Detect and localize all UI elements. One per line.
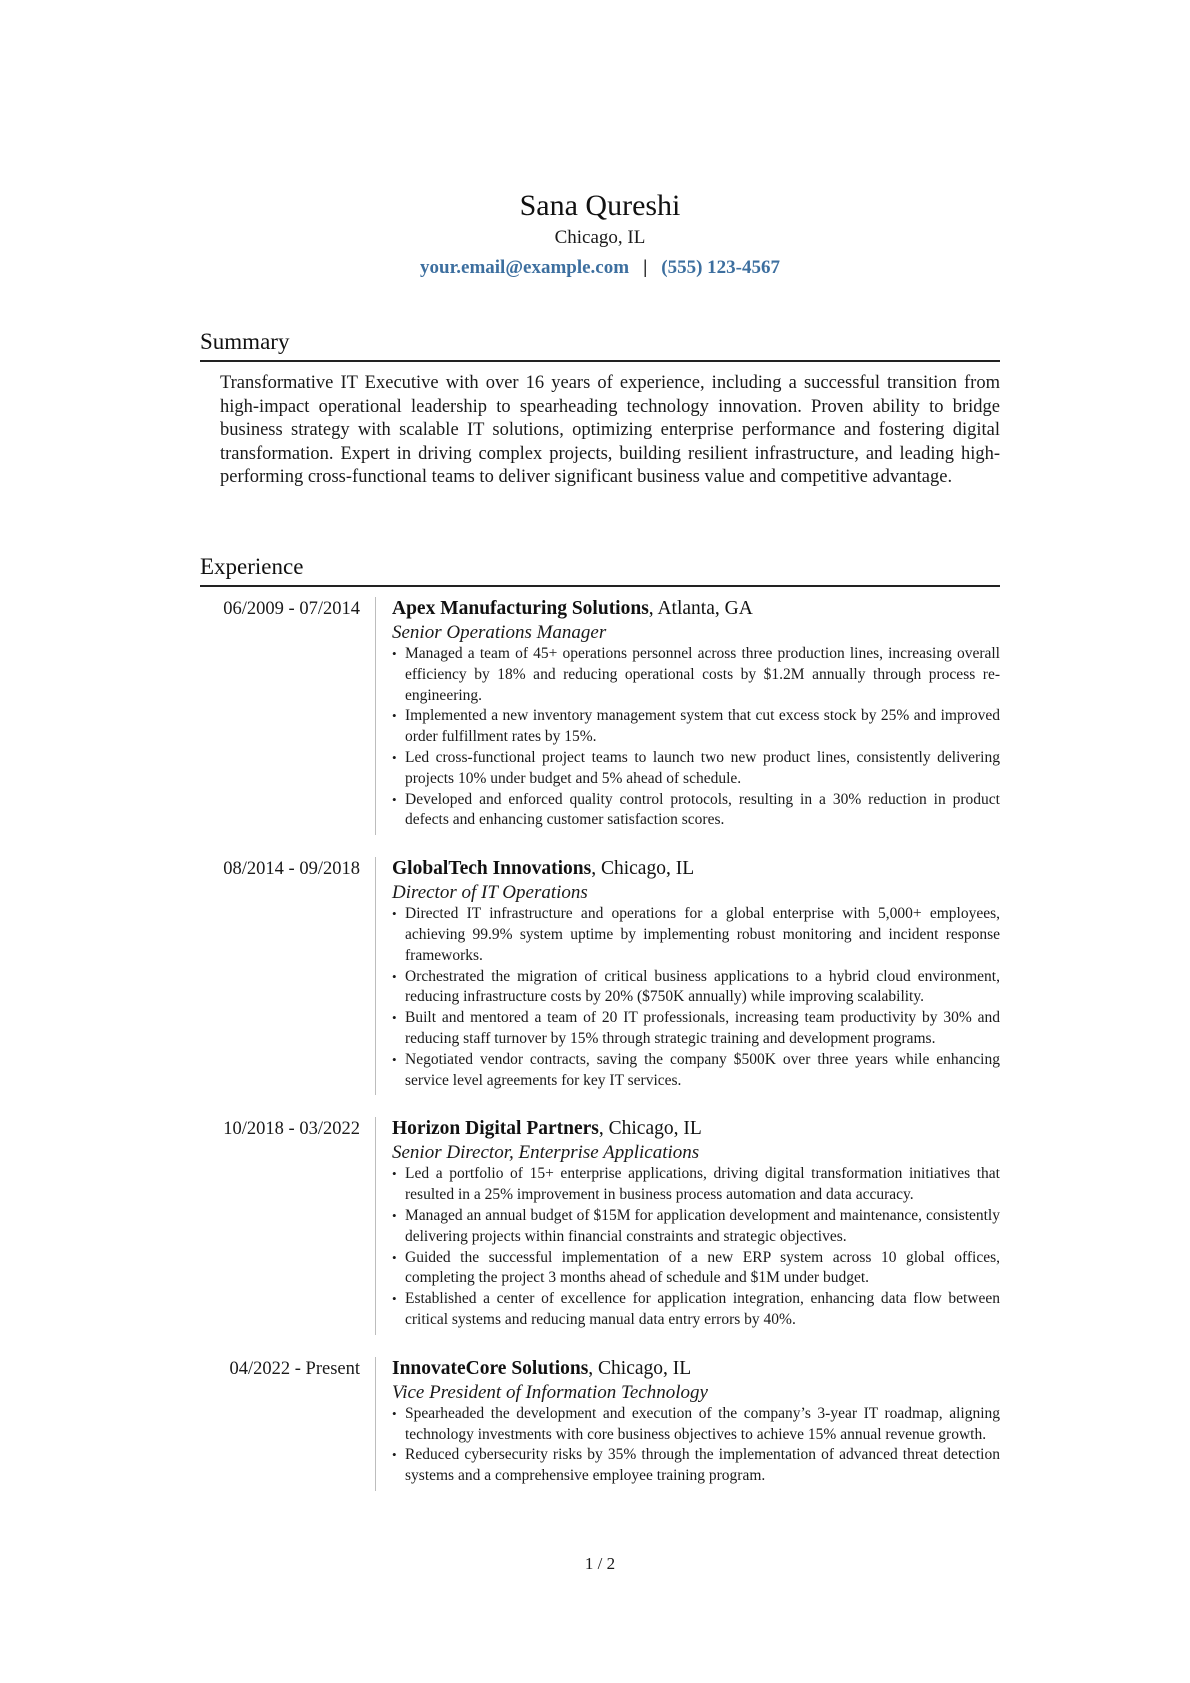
job-bullet: • Spearheaded the development and execution of the company’s 3-year IT roadmap, aligning technology investments with core business objectives to achieve 15% annual revenue growth. xyxy=(392,1404,1000,1446)
company-name: InnovateCore Solutions xyxy=(392,1357,589,1379)
job-bullet: • Established a center of excellence for application integration, enhancing data flow between critical systems and reducing manual data entry errors by 40%. xyxy=(392,1289,1000,1331)
job-dates: 06/2009 - 07/2014 xyxy=(223,599,360,619)
job-entry xyxy=(200,1357,1000,1491)
company-location: , Chicago, IL xyxy=(598,1118,702,1140)
job-bullet: • Reduced cybersecurity risks by 35% through the implementation of advanced threat detection systems and a comprehensive employee training program. xyxy=(392,1445,1000,1487)
job-bullet: • Negotiated vendor contracts, saving the company $500K over three years while enhancing service level agreements for key IT services. xyxy=(392,1050,1000,1092)
email-link[interactable]: your.email@example.com xyxy=(420,257,630,278)
job-bullets xyxy=(392,904,1000,1091)
contact-separator: | xyxy=(643,257,648,278)
phone-link[interactable]: (555) 123-4567 xyxy=(661,257,780,278)
job-bullet: • Guided the successful implementation of a new ERP system across 10 global offices, completing the project 3 months ahead of schedule and $1M under budget. xyxy=(392,1248,1000,1290)
candidate-location: Chicago, IL xyxy=(554,227,646,248)
contact-line xyxy=(200,256,1000,280)
job-company-line xyxy=(392,1117,1000,1141)
summary-text: Transformative IT Executive with over 16 years of experience, including a successful transition from high-impact operational leadership to spearheading technology innovation. Proven ability to bridge business strategy with scalable IT solutions, optimizing enterprise performance and fostering digital transformation. Expert in driving complex projects, building resilient infrastructure, and leading high-performing cross-functional teams to deliver significant business value and competitive advantage. xyxy=(220,373,1000,487)
company-location: , Chicago, IL xyxy=(588,1357,692,1379)
job-bullets xyxy=(392,1164,1000,1330)
job-company-line xyxy=(392,1357,1000,1381)
job-bullet: • Built and mentored a team of 20 IT professionals, increasing team productivity by 30% and reducing staff turnover by 15% through strategic training and development programs. xyxy=(392,1008,1000,1050)
job-list xyxy=(200,597,1000,1491)
job-entry xyxy=(200,857,1000,1095)
job-bullet: • Developed and enforced quality control protocols, resulting in a 30% reduction in product defects and enhancing customer satisfaction scores. xyxy=(392,790,1000,832)
job-bullets xyxy=(392,644,1000,831)
job-bullets xyxy=(392,1404,1000,1487)
resume-header xyxy=(200,188,1000,280)
job-title: Senior Operations Manager xyxy=(392,622,607,643)
company-name: Horizon Digital Partners xyxy=(392,1118,599,1140)
job-bullet: • Orchestrated the migration of critical business applications to a hybrid cloud environment, reducing infrastructure costs by 20% ($750K annually) while improving scalability. xyxy=(392,967,1000,1009)
job-details xyxy=(375,857,1000,1095)
candidate-name: Sana Qureshi xyxy=(519,189,681,222)
company-name: Apex Manufacturing Solutions xyxy=(392,598,649,619)
company-name: GlobalTech Innovations xyxy=(392,858,592,880)
job-details xyxy=(375,1357,1000,1491)
page-number: 1 / 2 xyxy=(584,1554,616,1573)
company-location: , Chicago, IL xyxy=(591,858,695,880)
job-title: Vice President of Information Technology xyxy=(392,1381,708,1403)
job-bullet: • Led cross-functional project teams to launch two new product lines, consistently delivering projects 10% under budget and 5% ahead of schedule. xyxy=(392,748,1000,790)
experience-heading: Experience xyxy=(200,553,1000,587)
job-dates: 10/2018 - 03/2022 xyxy=(223,1119,360,1140)
job-company-line xyxy=(392,857,1000,881)
job-details xyxy=(375,597,1000,835)
job-entry xyxy=(200,597,1000,835)
job-dates: 08/2014 - 09/2018 xyxy=(223,859,360,880)
job-dates: 04/2022 - Present xyxy=(229,1358,360,1379)
job-bullet: • Implemented a new inventory management system that cut excess stock by 25% and improved order fulfillment rates by 15%. xyxy=(392,706,1000,748)
job-details xyxy=(375,1117,1000,1334)
resume-page xyxy=(200,0,1000,1683)
job-bullet: • Led a portfolio of 15+ enterprise applications, driving digital transformation initiatives that resulted in a 25% improvement in business process automation and data accuracy. xyxy=(392,1164,1000,1206)
job-title: Director of IT Operations xyxy=(392,882,588,904)
job-title: Senior Director, Enterprise Applications xyxy=(392,1142,700,1164)
summary-heading: Summary xyxy=(200,328,1000,362)
job-company-line xyxy=(392,597,1000,621)
summary-section xyxy=(200,328,1000,490)
job-bullet: • Directed IT infrastructure and operations for a global enterprise with 5,000+ employees, achieving 99.9% system uptime by implementing robust monitoring and incident response frameworks. xyxy=(392,904,1000,966)
experience-section xyxy=(200,553,1000,1491)
job-entry xyxy=(200,1117,1000,1334)
job-bullet: • Managed a team of 45+ operations personnel across three production lines, increasing overall efficiency by 18% and reducing operational costs by $1.2M annually through process re-engineering. xyxy=(392,644,1000,706)
company-location: , Atlanta, GA xyxy=(648,598,753,619)
job-bullet: • Managed an annual budget of $15M for application development and maintenance, consistently delivering projects within financial constraints and strategic objectives. xyxy=(392,1206,1000,1248)
